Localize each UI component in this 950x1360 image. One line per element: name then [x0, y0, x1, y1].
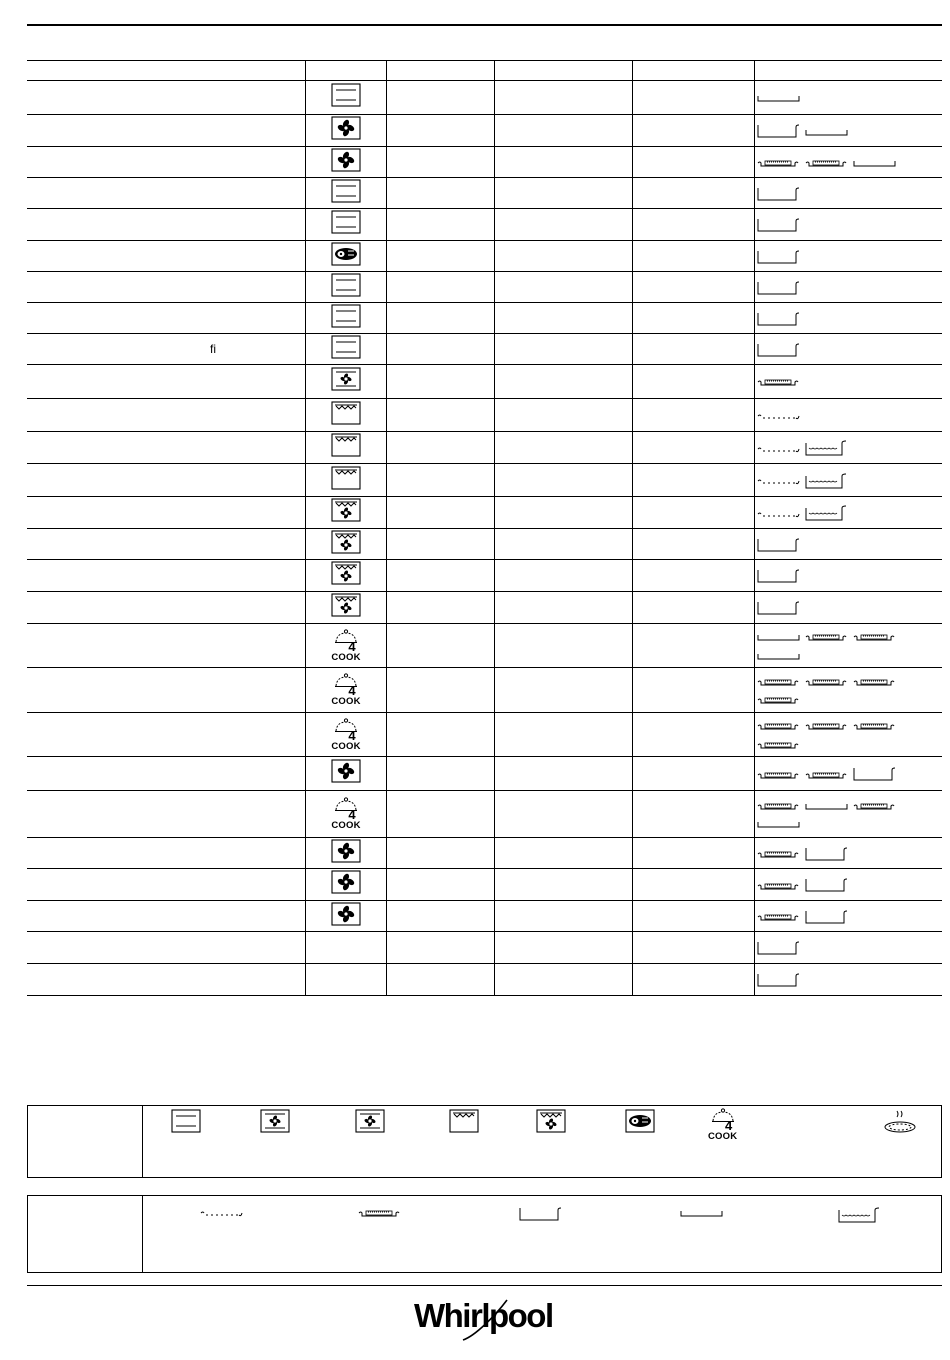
table-header-cell: [495, 61, 633, 81]
turbo-grill-icon: [331, 530, 361, 559]
food-cell: [27, 901, 306, 932]
preheat-cell: [387, 624, 495, 668]
cook4-icon: 4 COOK: [708, 1108, 737, 1142]
time-cell: [633, 791, 755, 838]
tray-icon: [757, 600, 801, 621]
function-cell: [306, 303, 387, 334]
wire-shelf-icon: [757, 442, 801, 460]
baking-tray-icon: [853, 719, 897, 737]
wire-shelf-icon: [200, 1206, 244, 1224]
temperature-cell: [495, 560, 633, 592]
function-cell: [306, 432, 387, 464]
accessories-cell: [755, 81, 943, 115]
food-cell: [27, 497, 306, 529]
baking-tray-icon: [757, 768, 801, 786]
function-cell: [306, 668, 387, 713]
table-header-cell: [755, 61, 943, 81]
baking-tray-icon: [757, 156, 801, 174]
accessories-cell: [755, 303, 943, 334]
time-cell: [633, 497, 755, 529]
time-cell: [633, 624, 755, 668]
preheat-cell: [387, 497, 495, 529]
accessories-cell: [755, 147, 943, 178]
forced-air-icon: [355, 1109, 385, 1138]
baking-tray-icon: [757, 738, 801, 756]
baking-tray-icon: [805, 156, 849, 174]
preheat-cell: [387, 241, 495, 272]
accessories-cell: [755, 529, 943, 560]
accessories-cell: [755, 334, 943, 365]
preheat-cell: [387, 303, 495, 334]
time-cell: [633, 303, 755, 334]
accessories-cell: [755, 560, 943, 592]
accessories-cell: [755, 365, 943, 399]
tray-icon: [853, 766, 897, 787]
turbo-grill-icon: [331, 593, 361, 622]
accessories-cell: [755, 838, 943, 869]
food-cell: [27, 334, 306, 365]
preheat-cell: [387, 464, 495, 497]
baking-tray-icon: [805, 675, 849, 693]
table-row: [27, 464, 942, 497]
time-cell: [633, 272, 755, 303]
convection-bake-icon: [331, 759, 361, 788]
preheat-cell: [387, 932, 495, 964]
tray-icon: [805, 909, 849, 930]
food-cell: [27, 757, 306, 791]
accessories-cell: [755, 497, 943, 529]
table-header-cell: [306, 61, 387, 81]
turbo-grill-icon: [536, 1109, 566, 1138]
table-row: [27, 147, 942, 178]
food-cell: [27, 241, 306, 272]
grill-rack-icon: [805, 125, 849, 143]
food-cell: [27, 791, 306, 838]
preheat-cell: [387, 115, 495, 147]
tray-icon: [519, 1206, 563, 1227]
accessories-cell: [755, 399, 943, 432]
grill-rack-icon: [805, 799, 849, 817]
time-cell: [633, 668, 755, 713]
accessories-cell: [755, 713, 943, 757]
function-cell: [306, 399, 387, 432]
time-cell: [633, 147, 755, 178]
time-cell: [633, 529, 755, 560]
time-cell: [633, 592, 755, 624]
temperature-cell: [495, 115, 633, 147]
baking-tray-icon: [757, 910, 801, 928]
food-cell: [27, 432, 306, 464]
grill-rack-icon: [853, 156, 897, 174]
table-row: [27, 901, 942, 932]
accessories-cell: [755, 592, 943, 624]
table-row: [27, 272, 942, 303]
baking-tray-icon: [805, 719, 849, 737]
food-cell: [27, 209, 306, 241]
preheat-cell: [387, 147, 495, 178]
table-row: [27, 713, 942, 757]
wire-shelf-icon: [757, 507, 801, 525]
grill-rack-icon: [757, 817, 801, 835]
table-row: [27, 791, 942, 838]
time-cell: [633, 241, 755, 272]
time-cell: [633, 81, 755, 115]
accessories-cell: [755, 668, 943, 713]
preheat-cell: [387, 560, 495, 592]
table-row: [27, 757, 942, 791]
temperature-cell: [495, 592, 633, 624]
time-cell: [633, 365, 755, 399]
grill-rack-icon: [757, 649, 801, 667]
conventional-icon: [331, 335, 361, 364]
time-cell: [633, 178, 755, 209]
accessories-cell: [755, 209, 943, 241]
temperature-cell: [495, 464, 633, 497]
table-header-cell: [633, 61, 755, 81]
grill-icon: [331, 466, 361, 495]
preheat-cell: [387, 713, 495, 757]
cooking-table: [27, 60, 942, 996]
function-cell: [306, 964, 387, 996]
baking-tray-icon: [757, 847, 801, 865]
baking-tray-icon: [853, 675, 897, 693]
drip-tray-icon: [805, 472, 849, 495]
grill-icon: [331, 433, 361, 462]
accessories-cell: [755, 791, 943, 838]
temperature-cell: [495, 432, 633, 464]
wire-shelf-icon: [757, 409, 801, 427]
food-cell: [27, 713, 306, 757]
function-cell: [306, 178, 387, 209]
baking-tray-icon: [757, 799, 801, 817]
cook4-icon: 4 COOK: [331, 629, 360, 663]
table-row: [27, 81, 942, 115]
table-row: [27, 178, 942, 209]
temperature-cell: [495, 272, 633, 303]
time-cell: [633, 964, 755, 996]
function-cell: [306, 209, 387, 241]
preheat-cell: [387, 178, 495, 209]
accessories-cell: [755, 464, 943, 497]
convection-bake-icon: [331, 116, 361, 145]
tray-icon: [805, 877, 849, 898]
function-cell: [306, 624, 387, 668]
food-cell: [27, 624, 306, 668]
temperature-cell: [495, 399, 633, 432]
function-cell: [306, 272, 387, 303]
function-cell: [306, 365, 387, 399]
preheat-cell: [387, 964, 495, 996]
function-cell: [306, 147, 387, 178]
fragment-text: fi: [210, 342, 216, 356]
preheat-cell: [387, 901, 495, 932]
food-cell: [27, 464, 306, 497]
tray-icon: [757, 342, 801, 363]
brand-logo: Whirlpool: [414, 1297, 553, 1334]
bottom-rule: [27, 1285, 942, 1286]
temperature-cell: [495, 757, 633, 791]
food-cell: [27, 529, 306, 560]
table-row: [27, 399, 942, 432]
preheat-cell: [387, 838, 495, 869]
table-row: [27, 365, 942, 399]
grill-icon: [331, 401, 361, 430]
preheat-cell: [387, 272, 495, 303]
tray-icon: [757, 217, 801, 238]
food-cell: [27, 399, 306, 432]
legend-functions: [27, 1105, 942, 1178]
temperature-cell: [495, 838, 633, 869]
table-row: [27, 560, 942, 592]
food-cell: [27, 147, 306, 178]
accessories-cell: [755, 624, 943, 668]
tray-icon: [757, 568, 801, 589]
temperature-cell: [495, 791, 633, 838]
cook4-icon: 4 COOK: [331, 797, 360, 831]
baking-tray-icon: [853, 799, 897, 817]
function-cell: [306, 791, 387, 838]
time-cell: [633, 399, 755, 432]
accessories-cell: [755, 432, 943, 464]
drip-tray-icon: [805, 439, 849, 462]
function-cell: [306, 115, 387, 147]
grill-icon: [449, 1109, 479, 1138]
preheat-cell: [387, 757, 495, 791]
preheat-cell: [387, 592, 495, 624]
accessories-cell: [755, 901, 943, 932]
accessories-cell: [755, 869, 943, 901]
conventional-icon: [331, 179, 361, 208]
table-row: [27, 964, 942, 996]
table-row: [27, 592, 942, 624]
table-row: [27, 432, 942, 464]
baking-tray-icon: [757, 375, 801, 393]
function-cell: [306, 757, 387, 791]
baking-tray-icon: [757, 719, 801, 737]
preheat-cell: [387, 668, 495, 713]
function-cell: [306, 713, 387, 757]
time-cell: [633, 757, 755, 791]
table-row: [27, 209, 942, 241]
accessories-cell: [755, 272, 943, 303]
temperature-cell: [495, 713, 633, 757]
function-cell: [306, 932, 387, 964]
table-header-cell: [27, 61, 306, 81]
accessories-cell: [755, 178, 943, 209]
accessories-cell: [755, 757, 943, 791]
temperature-cell: [495, 81, 633, 115]
tray-icon: [805, 846, 849, 867]
function-cell: [306, 592, 387, 624]
table-header: [27, 61, 942, 81]
function-cell: [306, 838, 387, 869]
temperature-cell: [495, 529, 633, 560]
food-cell: [27, 81, 306, 115]
legend-accessories: [27, 1195, 942, 1273]
preheat-cell: [387, 334, 495, 365]
temperature-cell: [495, 497, 633, 529]
tray-icon: [757, 940, 801, 961]
temperature-cell: [495, 365, 633, 399]
conventional-icon: [331, 210, 361, 239]
time-cell: [633, 901, 755, 932]
time-cell: [633, 464, 755, 497]
function-cell: [306, 81, 387, 115]
wire-shelf-icon: [757, 474, 801, 492]
preheat-cell: [387, 529, 495, 560]
preheat-cell: [387, 791, 495, 838]
food-cell: [27, 838, 306, 869]
turbo-grill-icon: [331, 498, 361, 527]
baking-tray-icon: [757, 693, 801, 711]
temperature-cell: [495, 901, 633, 932]
accessories-cell: [755, 115, 943, 147]
convection-bake-icon: [331, 870, 361, 899]
function-cell: [306, 560, 387, 592]
forced-air-icon: [331, 367, 361, 396]
temperature-cell: [495, 932, 633, 964]
preheat-cell: [387, 432, 495, 464]
food-cell: [27, 365, 306, 399]
time-cell: [633, 560, 755, 592]
food-cell: [27, 115, 306, 147]
function-cell: [306, 464, 387, 497]
logo-swoosh-icon: [455, 1296, 525, 1344]
table-row: [27, 838, 942, 869]
food-cell: [27, 178, 306, 209]
convection-bake-icon: [331, 839, 361, 868]
accessories-cell: [755, 241, 943, 272]
function-cell: [306, 529, 387, 560]
meat-icon: [625, 1109, 655, 1138]
tray-icon: [757, 311, 801, 332]
time-cell: [633, 713, 755, 757]
temperature-cell: [495, 668, 633, 713]
baking-tray-icon: [358, 1206, 402, 1224]
grill-rack-icon: [680, 1206, 724, 1224]
forced-air-icon: [260, 1109, 290, 1138]
time-cell: [633, 869, 755, 901]
grill-rack-icon: [757, 91, 801, 109]
convection-bake-icon: [331, 148, 361, 177]
time-cell: [633, 115, 755, 147]
grill-rack-icon: [757, 630, 801, 648]
temperature-cell: [495, 303, 633, 334]
cook4-icon: 4 COOK: [331, 673, 360, 707]
temperature-cell: [495, 334, 633, 365]
function-cell: [306, 869, 387, 901]
conventional-icon: [331, 304, 361, 333]
table-row: [27, 115, 942, 147]
tray-icon: [757, 123, 801, 144]
preheat-cell: [387, 81, 495, 115]
function-cell: [306, 901, 387, 932]
food-cell: [27, 964, 306, 996]
time-cell: [633, 838, 755, 869]
time-cell: [633, 432, 755, 464]
table-row: [27, 303, 942, 334]
food-cell: [27, 869, 306, 901]
table-row: [27, 334, 942, 365]
temperature-cell: [495, 869, 633, 901]
conventional-icon: [171, 1109, 201, 1138]
temperature-cell: [495, 147, 633, 178]
food-cell: [27, 272, 306, 303]
conventional-icon: [331, 83, 361, 112]
table-row: [27, 624, 942, 668]
tray-icon: [757, 249, 801, 270]
baking-tray-icon: [805, 630, 849, 648]
temperature-cell: [495, 964, 633, 996]
temperature-cell: [495, 209, 633, 241]
table-row: [27, 241, 942, 272]
food-cell: [27, 668, 306, 713]
time-cell: [633, 334, 755, 365]
accessories-cell: [755, 964, 943, 996]
drip-tray-icon: [838, 1206, 882, 1229]
baking-tray-icon: [853, 630, 897, 648]
tray-icon: [757, 972, 801, 993]
function-cell: [306, 497, 387, 529]
tray-icon: [757, 186, 801, 207]
preheat-cell: [387, 869, 495, 901]
table-row: [27, 668, 942, 713]
cook4-icon: 4 COOK: [331, 718, 360, 752]
food-cell: [27, 932, 306, 964]
table-row: [27, 932, 942, 964]
function-cell: [306, 241, 387, 272]
food-cell: [27, 560, 306, 592]
temperature-cell: [495, 624, 633, 668]
conventional-icon: [331, 273, 361, 302]
drip-tray-icon: [805, 504, 849, 527]
time-cell: [633, 209, 755, 241]
temperature-cell: [495, 178, 633, 209]
turbo-grill-icon: [331, 561, 361, 590]
table-row: [27, 497, 942, 529]
baking-tray-icon: [757, 879, 801, 897]
food-cell: [27, 303, 306, 334]
convection-bake-icon: [331, 902, 361, 931]
baking-tray-icon: [805, 768, 849, 786]
meat-icon: [331, 242, 361, 271]
pizza-icon: [883, 1109, 917, 1140]
food-cell: [27, 592, 306, 624]
tray-icon: [757, 537, 801, 558]
tray-icon: [757, 280, 801, 301]
preheat-cell: [387, 209, 495, 241]
table-header-cell: [387, 61, 495, 81]
time-cell: [633, 932, 755, 964]
baking-tray-icon: [757, 675, 801, 693]
preheat-cell: [387, 365, 495, 399]
preheat-cell: [387, 399, 495, 432]
table-row: [27, 529, 942, 560]
temperature-cell: [495, 241, 633, 272]
table-row: [27, 869, 942, 901]
top-rule: [27, 24, 942, 26]
accessories-cell: [755, 932, 943, 964]
function-cell: [306, 334, 387, 365]
